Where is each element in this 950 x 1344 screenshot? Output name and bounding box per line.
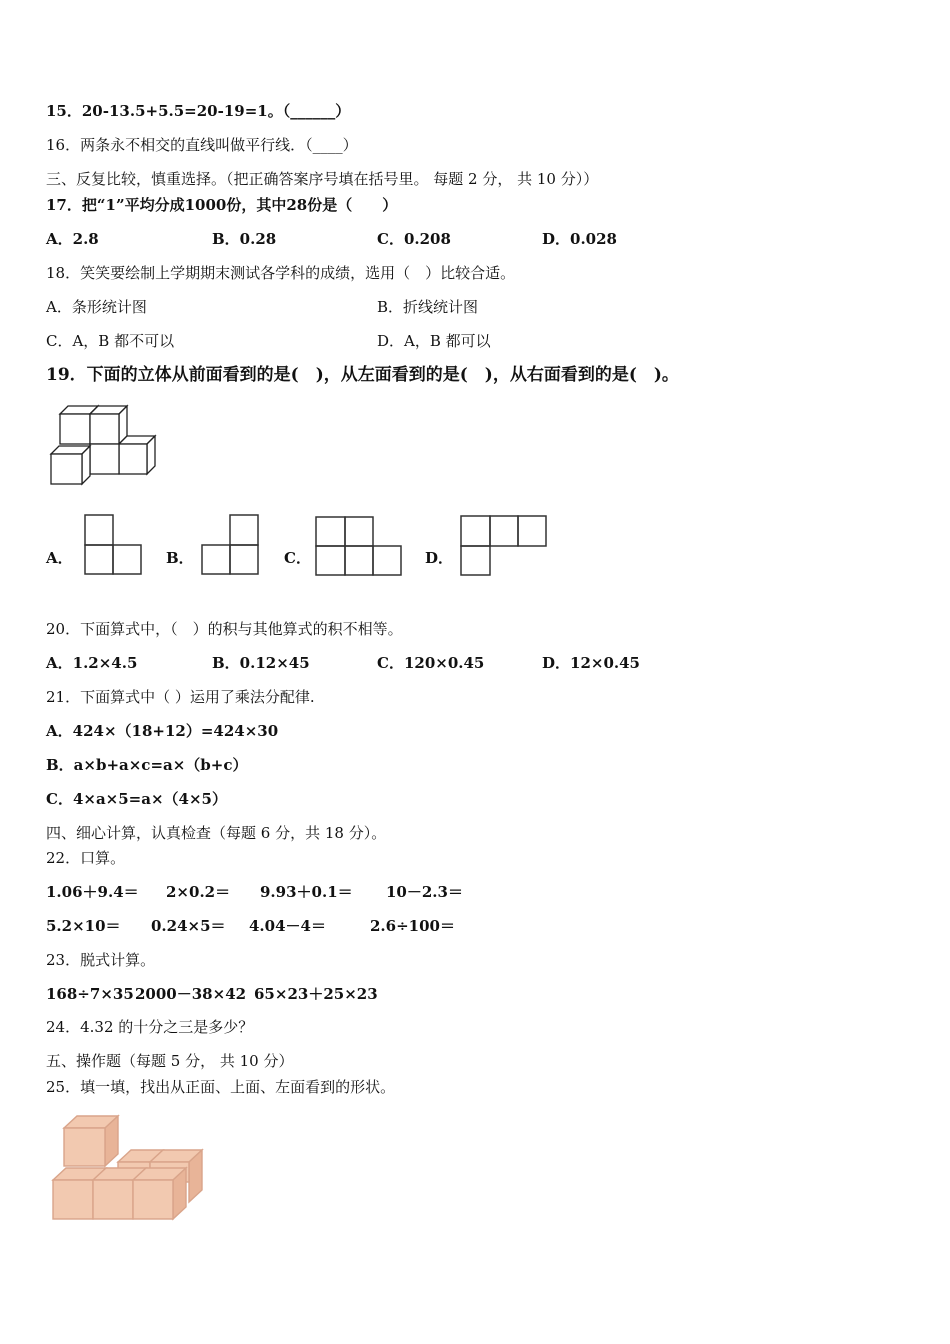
q22-item: 10－2.3＝	[386, 883, 463, 901]
q19-option-d-shape	[460, 514, 550, 578]
q22-item: 5.2×10＝	[46, 917, 121, 935]
q19-option-b-label: B．	[166, 549, 194, 567]
section-5-title: 五、操作题（每题 5 分， 共 10 分）	[46, 1052, 294, 1070]
q19-option-b-shape	[201, 514, 261, 576]
q25-cube	[64, 1116, 118, 1166]
q17-option-a: A．2.8	[46, 230, 99, 248]
q20-text: 20．下面算式中，（ ）的积与其他算式的积不相等。	[46, 620, 403, 638]
q21-option-a: A．424×（18+12）=424×30	[46, 722, 279, 740]
q25-cube	[133, 1168, 186, 1219]
q21-text: 21．下面算式中（ ）运用了乘法分配律.	[46, 688, 315, 706]
q23-text: 23．脱式计算。	[46, 951, 156, 969]
q19-option-c-shape	[315, 516, 405, 578]
q22-text: 22．口算。	[46, 849, 126, 867]
q19-option-a-shape	[84, 514, 144, 576]
q19-option-c-label: C．	[284, 549, 311, 567]
q19-text: 19．下面的立体从前面看到的是( )，从左面看到的是( )，从右面看到的是( )。	[46, 365, 679, 385]
q17-option-c: C．0.208	[377, 230, 451, 248]
q22-item: 2×0.2＝	[166, 883, 231, 901]
q23-item: 2000－38×42	[135, 985, 247, 1003]
q19-cube	[51, 446, 90, 484]
q22-item: 1.06＋9.4＝	[46, 883, 139, 901]
q23-item: 168÷7×35	[46, 985, 134, 1003]
q19-cube	[119, 436, 155, 474]
q25-text: 25．填一填，找出从正面、上面、左面看到的形状。	[46, 1078, 396, 1096]
q19-option-d-label: D．	[425, 549, 454, 567]
q22-item: 0.24×5＝	[151, 917, 226, 935]
q18-option-d: D．A，B 都可以	[377, 332, 491, 350]
q17-option-d: D．0.028	[542, 230, 617, 248]
q18-option-a: A．条形统计图	[46, 298, 147, 316]
q24-text: 24．4.32 的十分之三是多少？	[46, 1018, 254, 1036]
q21-option-c: C．4×a×5=a×（4×5）	[46, 790, 227, 808]
q18-option-b: B．折线统计图	[377, 298, 479, 316]
q22-item: 9.93＋0.1＝	[260, 883, 353, 901]
q19-cube	[90, 444, 119, 474]
section-4-title: 四、细心计算，认真检查（每题 6 分，共 18 分）。	[46, 824, 387, 842]
q20-option-a: A．1.2×4.5	[46, 654, 138, 672]
q17-option-b: B．0.28	[212, 230, 277, 248]
q19-cube	[90, 406, 127, 444]
section-3-title: 三、反复比较，慎重选择。（把正确答案序号填在括号里。 每题 2 分， 共 10 分））	[46, 170, 599, 188]
q15-text: 15．20-13.5+5.5=20-19=1。（______）	[46, 102, 351, 120]
q22-item: 4.04－4＝	[249, 917, 326, 935]
q18-text: 18．笑笑要绘制上学期期末测试各学科的成绩，选用（ ）比较合适。	[46, 264, 516, 282]
q19-option-a-label: A．	[46, 549, 73, 567]
q21-option-b: B．a×b+a×c=a×（b+c）	[46, 756, 248, 774]
q22-item: 2.6÷100＝	[370, 917, 455, 935]
q17-text: 17．把“1”平均分成1000份，其中28份是（ ）	[46, 196, 398, 214]
q20-option-d: D．12×0.45	[542, 654, 640, 672]
q16-text: 16．两条永不相交的直线叫做平行线．（____）	[46, 136, 358, 154]
q19-cube-figure	[48, 404, 160, 490]
q25-cube-figure	[50, 1110, 206, 1222]
q20-option-b: B．0.12×45	[212, 654, 310, 672]
q18-option-c: C．A，B 都不可以	[46, 332, 175, 350]
q20-option-c: C．120×0.45	[377, 654, 485, 672]
q23-item: 65×23＋25×23	[254, 985, 378, 1003]
